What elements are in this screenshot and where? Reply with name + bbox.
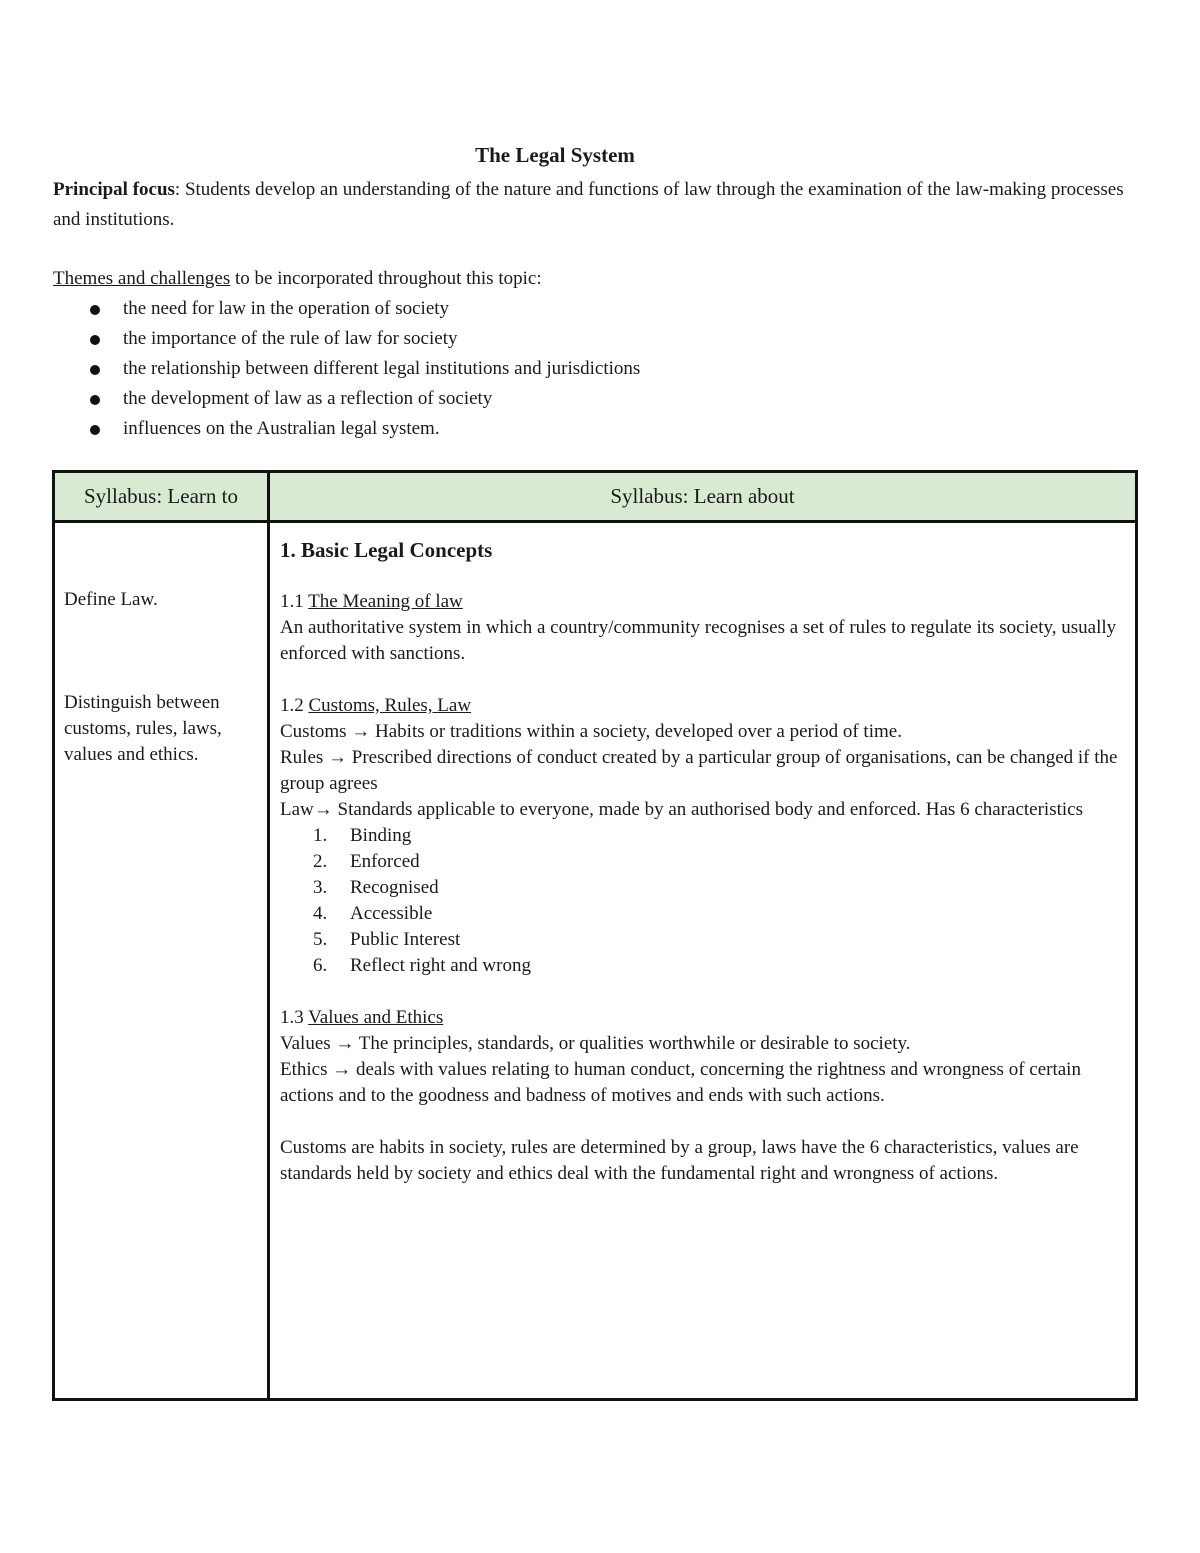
ethics-definition: Ethics → deals with values relating to human conduct, concerning the rightness and wrongness of certain actions and to the goodness and badness of motives and ends with such actions. (280, 1059, 1081, 1106)
principal-focus-text: : Students develop an understanding of the nature and functions of law through the examination of the law-making processes and institutions. (53, 179, 1124, 230)
section-1-3 (280, 1005, 1125, 1109)
header-learn-to: Syllabus: Learn to (54, 472, 269, 522)
list-item: the relationship between different legal institutions and jurisdictions (53, 354, 1133, 384)
bullet-icon (90, 365, 100, 375)
list-item: the importance of the rule of law for society (53, 324, 1133, 354)
bullet-icon (90, 335, 100, 345)
learn-to-content (55, 523, 267, 1398)
section-1-1-heading: 1.1 The Meaning of law (280, 591, 463, 612)
learn-about-cell (269, 522, 1137, 1400)
list-item: 1. Binding (313, 825, 412, 846)
list-item: 4. Accessible (313, 903, 433, 924)
principal-focus-label: Principal focus (53, 179, 175, 200)
header-learn-about: Syllabus: Learn about (269, 472, 1137, 522)
list-item: 5. Public Interest (313, 929, 461, 950)
page-title-text: The Legal System (475, 143, 635, 167)
list-item: influences on the Australian legal system. (53, 414, 1133, 444)
list-item: the development of law as a reflection of society (53, 384, 1133, 414)
table-header-row (54, 472, 1137, 522)
section-1-1 (280, 589, 1125, 667)
section-title: 1. Basic Legal Concepts (280, 538, 493, 562)
themes-list (53, 294, 1133, 444)
themes-section (53, 264, 1133, 444)
learn-about-content (270, 523, 1135, 1187)
bullet-icon (90, 425, 100, 435)
section-1-1-text: An authoritative system in which a country/community recognises a set of rules to regulate its society, usually enforced with sanctions. (280, 617, 1117, 664)
section-1-2 (280, 693, 1125, 979)
summary-paragraph: Customs are habits in society, rules are determined by a group, laws have the 6 characteristics, values are standards held by society and ethics deal with the fundamental right and wrongness of actions. (280, 1137, 1079, 1184)
law-definition: Law→ Standards applicable to everyone, made by an authorised body and enforced. Has 6 characteristics (280, 799, 1083, 820)
section-1-2-heading: 1.2 Customs, Rules, Law (280, 695, 472, 716)
list-item: 2. Enforced (313, 851, 420, 872)
page-title (0, 143, 1110, 168)
list-item: 3. Recognised (313, 877, 439, 898)
rules-definition: Rules → Prescribed directions of conduct created by a particular group of organisations, can be changed if the group agrees (280, 747, 1118, 794)
learn-to-define-law: Define Law. (64, 589, 158, 610)
list-item: 6. Reflect right and wrong (313, 955, 531, 976)
learn-to-distinguish: Distinguish between customs, rules, laws, values and ethics. (64, 692, 222, 765)
table-row (54, 522, 1137, 1400)
learn-to-cell (54, 522, 269, 1400)
bullet-icon (90, 305, 100, 315)
law-characteristics-list (280, 823, 1125, 979)
list-item: the need for law in the operation of society (53, 294, 1133, 324)
themes-text: to be incorporated throughout this topic: (230, 268, 542, 289)
customs-definition: Customs → Habits or traditions within a society, developed over a period of time. (280, 721, 902, 742)
values-definition: Values → The principles, standards, or qualities worthwhile or desirable to society. (280, 1033, 911, 1054)
themes-intro (53, 264, 1133, 294)
section-1-3-heading: 1.3 Values and Ethics (280, 1007, 444, 1028)
syllabus-table (52, 470, 1138, 1401)
principal-focus (53, 175, 1133, 235)
themes-label: Themes and challenges (53, 268, 231, 289)
bullet-icon (90, 395, 100, 405)
